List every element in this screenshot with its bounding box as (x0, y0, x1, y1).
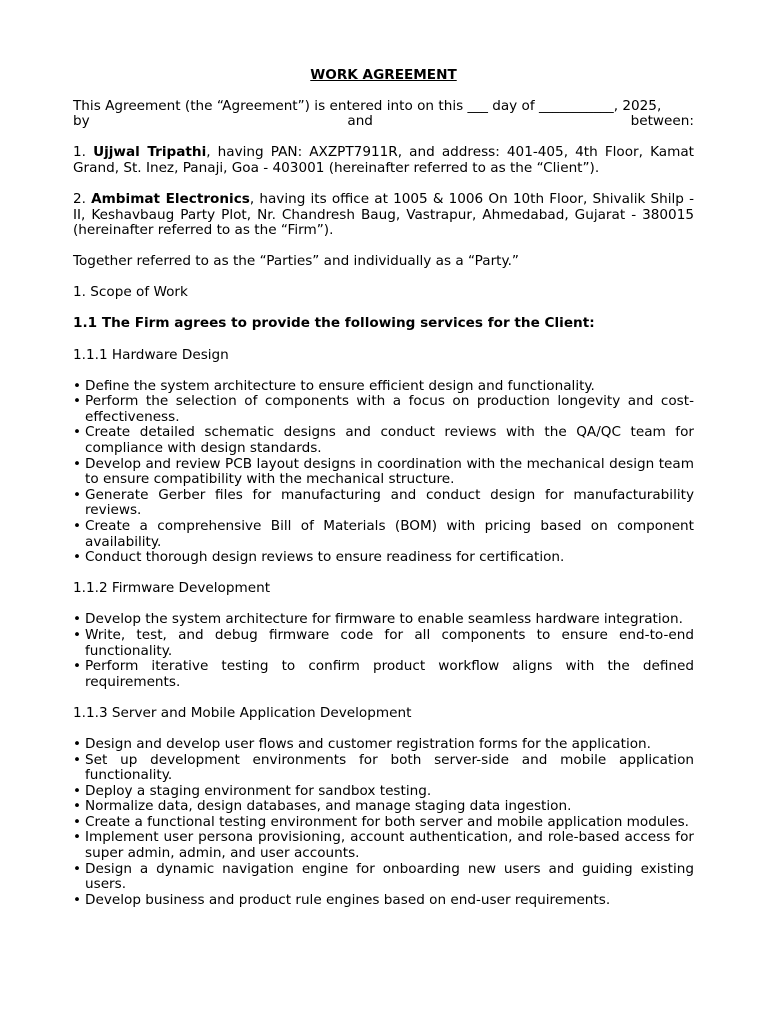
list-item (73, 737, 694, 753)
section-heading: 1.1.3 Server and Mobile Application Development (73, 704, 412, 721)
intro-paragraph (73, 99, 694, 130)
list-item-text: Develop the system architecture for firmware to enable seamless hardware integration. (85, 611, 683, 628)
list-item (73, 612, 694, 628)
party-2-details: , having its office at 1005 & 1006 On 10th Floor, Shivalik Shilp - II, Keshavbaug Party Plot, Nr. Chandresh Baug, Vastrapur, Ahmedabad, Gujarat - 380015 (hereinafter referred to as the “Firm”). (73, 190, 694, 239)
list-item-text: Perform the selection of components with a focus on production longevity and cost-effectiveness. (85, 393, 694, 425)
document-page (73, 68, 694, 924)
list-item-text: Create detailed schematic designs and conduct reviews with the QA/QC team for compliance with design standards. (85, 424, 694, 456)
list-item-text: Develop business and product rule engines based on end-user requirements. (85, 891, 611, 908)
bullet-icon: • (73, 813, 82, 830)
bullet-icon: • (73, 517, 82, 534)
party-1-details: , having PAN: AXZPT7911R, and address: 401-405, 4th Floor, Kamat Grand, St. Inez, Panaji, Goa - 403001 (hereinafter referred to as the “Client”). (73, 144, 694, 176)
party-1-name: Ujjwal Tripathi (93, 144, 207, 161)
party-2-paragraph (73, 192, 694, 239)
list-item (73, 830, 694, 861)
list-item (73, 550, 694, 566)
list-item-text: Conduct thorough design reviews to ensure readiness for certification. (85, 549, 565, 566)
section-heading: 1.1.2 Firmware Development (73, 580, 271, 597)
document-title: WORK AGREEMENT (310, 67, 457, 83)
bullet-icon: • (73, 424, 82, 441)
list-item (73, 659, 694, 690)
list-item (73, 815, 694, 831)
services-heading: 1.1 The Firm agrees to provide the following services for the Client: (73, 315, 595, 332)
list-item (73, 893, 694, 909)
bullet-icon: • (73, 798, 82, 815)
bullet-icon: • (73, 377, 82, 394)
intro-and: and (347, 113, 373, 130)
bullet-list (73, 612, 694, 690)
bullet-icon: • (73, 455, 82, 472)
list-item (73, 488, 694, 519)
list-item (73, 519, 694, 550)
scope-heading: 1. Scope of Work (73, 284, 188, 301)
bullet-icon: • (73, 751, 82, 768)
sections-container (73, 348, 694, 909)
list-item (73, 862, 694, 893)
intro-line-2 (73, 114, 694, 130)
bullet-icon: • (73, 860, 82, 877)
list-item-text: Perform iterative testing to confirm product workflow aligns with the defined requirements. (85, 658, 694, 690)
list-item (73, 784, 694, 800)
bullet-icon: • (73, 393, 82, 410)
list-item (73, 425, 694, 456)
party-1-number: 1. (73, 144, 94, 161)
bullet-icon: • (73, 486, 82, 503)
list-item-text: Create a functional testing environment for both server and mobile application modules. (85, 813, 689, 830)
parties-definition: Together referred to as the “Parties” and individually as a “Party.” (73, 253, 519, 270)
list-item-text: Set up development environments for both server-side and mobile application functionality. (85, 751, 694, 784)
intro-between: between: (630, 113, 694, 130)
list-item-text: Define the system architecture to ensure efficient design and functionality. (85, 377, 595, 394)
list-item (73, 628, 694, 659)
bullet-icon: • (73, 891, 82, 908)
bullet-list (73, 737, 694, 909)
list-item-text: Normalize data, design databases, and manage staging data ingestion. (85, 798, 572, 815)
bullet-icon: • (73, 782, 82, 799)
list-item-text: Design and develop user flows and customer registration forms for the application. (85, 735, 651, 752)
bullet-icon: • (73, 658, 82, 675)
party-2-number: 2. (73, 190, 92, 207)
list-item-text: Design a dynamic navigation engine for onboarding new users and guiding existing users. (85, 860, 694, 893)
intro-by: by (73, 113, 90, 130)
party-2-name: Ambimat Electronics (91, 190, 250, 207)
list-item-text: Implement user persona provisioning, account authentication, and role-based access for super admin, admin, and user accounts. (85, 829, 694, 862)
bullet-icon: • (73, 626, 82, 643)
list-item (73, 379, 694, 395)
list-item-text: Create a comprehensive Bill of Materials (BOM) with pricing based on component availability. (85, 517, 694, 550)
list-item-text: Write, test, and debug firmware code for all components to ensure end-to-end functionality. (85, 626, 694, 659)
section-heading: 1.1.1 Hardware Design (73, 346, 229, 363)
bullet-icon: • (73, 829, 82, 846)
bullet-list (73, 379, 694, 566)
list-item (73, 394, 694, 425)
party-1-paragraph (73, 145, 694, 176)
list-item (73, 457, 694, 488)
list-item-text: Generate Gerber files for manufacturing and conduct design for manufacturability reviews. (85, 486, 694, 519)
list-item (73, 799, 694, 815)
list-item (73, 753, 694, 784)
bullet-icon: • (73, 611, 82, 628)
bullet-icon: • (73, 735, 82, 752)
list-item-text: Develop and review PCB layout designs in coordination with the mechanical design team to ensure compatibility with the mechanical structure. (85, 455, 694, 488)
list-item-text: Deploy a staging environment for sandbox testing. (85, 782, 432, 799)
bullet-icon: • (73, 549, 82, 566)
intro-line: This Agreement (the “Agreement”) is entered into on this ___ day of ___________, 2025, (73, 97, 662, 114)
